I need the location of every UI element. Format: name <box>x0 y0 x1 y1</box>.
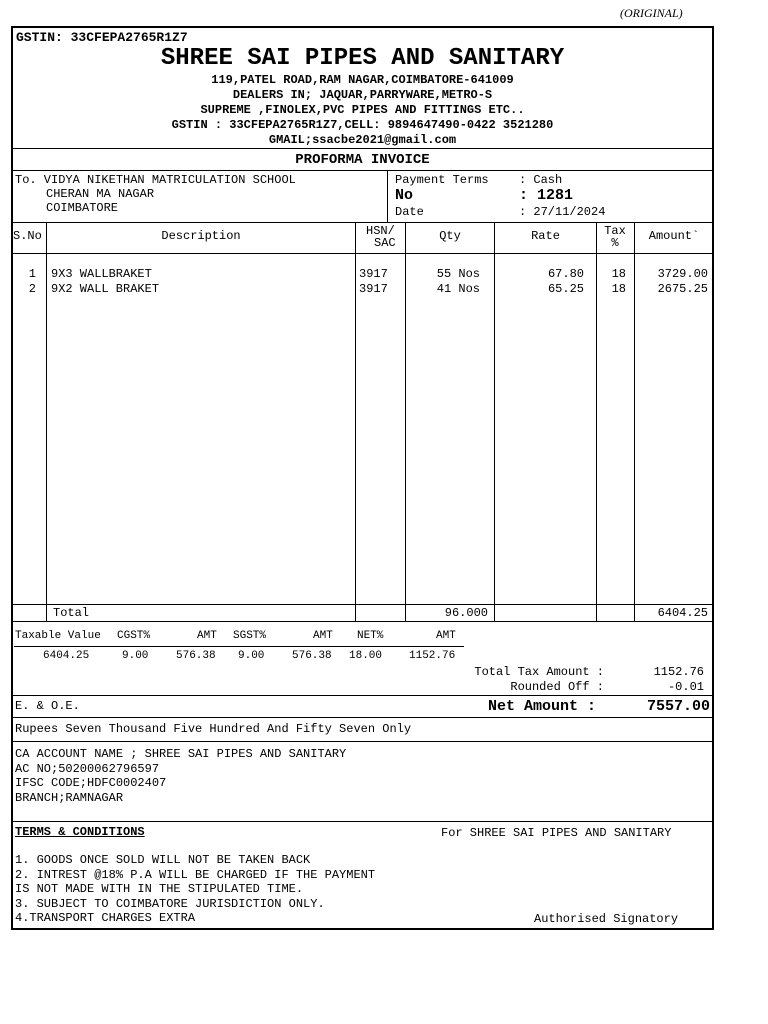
invoice-no-label: No <box>395 187 414 204</box>
row-rate: 65.25 <box>547 282 584 296</box>
col-header-sac: SAC <box>374 236 396 250</box>
row-amount: 3729.00 <box>657 267 708 281</box>
bank-account-name: CA ACCOUNT NAME ; SHREE SAI PIPES AND SANITARY <box>15 747 347 761</box>
tax-header-amt: AMT <box>436 630 456 642</box>
company-address: 119,PATEL ROAD,RAM NAGAR,COIMBATORE-641009 <box>211 73 514 87</box>
row-hsn: 3917 <box>359 282 388 296</box>
gmail-line: GMAIL;ssacbe2021@gmail.com <box>268 133 457 147</box>
column-rule <box>596 222 597 621</box>
dealers-line: DEALERS IN; JAQUAR,PARRYWARE,METRO-S <box>232 88 493 102</box>
tax-value-amt: 576.38 <box>292 650 332 662</box>
column-rule <box>46 222 47 621</box>
products-line: SUPREME ,FINOLEX,PVC PIPES AND FITTINGS ETC.. <box>200 103 525 117</box>
col-header-tax: Tax <box>604 224 626 238</box>
gstin-top: GSTIN: 33CFEPA2765R1Z7 <box>16 30 188 45</box>
col-header-description: Description <box>161 229 241 243</box>
row-tax: 18 <box>611 282 626 296</box>
row-sno: 1 <box>28 267 36 281</box>
authorised-signatory: Authorised Signatory <box>534 912 679 926</box>
net-amount-value: 7557.00 <box>646 698 710 715</box>
divider <box>11 604 714 605</box>
company-name: SHREE SAI PIPES AND SANITARY <box>160 45 565 72</box>
bank-account-no: AC NO;50200062796597 <box>15 762 160 776</box>
total-tax-value: 1152.76 <box>653 665 704 679</box>
row-description: 9X2 WALL BRAKET <box>51 282 160 296</box>
divider <box>387 170 388 222</box>
column-rule <box>405 222 406 621</box>
row-qty: 55 Nos <box>436 267 480 281</box>
col-header-qty: Qty <box>439 229 461 243</box>
column-rule <box>494 222 495 621</box>
for-company: For SHREE SAI PIPES AND SANITARY <box>441 826 672 840</box>
tax-header-taxable: Taxable Value <box>15 630 101 642</box>
terms-line: 3. SUBJECT TO COIMBATORE JURISDICTION ONLY. <box>15 897 325 911</box>
terms-line: 4.TRANSPORT CHARGES EXTRA <box>15 911 196 925</box>
tax-header-net: NET% <box>357 630 384 642</box>
amount-in-words: Rupees Seven Thousand Five Hundred And Fifty Seven Only <box>15 722 412 736</box>
terms-line: 1. GOODS ONCE SOLD WILL NOT BE TAKEN BACK <box>15 853 311 867</box>
divider <box>11 821 714 822</box>
tax-value-amt: 1152.76 <box>409 650 456 662</box>
divider <box>11 621 714 622</box>
copy-label: (ORIGINAL) <box>620 6 683 20</box>
buyer-name: To. VIDYA NIKETHAN MATRICULATION SCHOOL <box>15 173 296 187</box>
tax-header-cgst: CGST% <box>117 630 151 642</box>
column-rule <box>355 222 356 621</box>
divider <box>11 253 714 254</box>
invoice-no-value: : 1281 <box>519 187 574 204</box>
payment-terms-value: : Cash <box>519 173 563 187</box>
tax-header-sgst: SGST% <box>233 630 267 642</box>
rounded-off-label: Rounded Off : <box>510 680 604 694</box>
tax-value-amt: 576.38 <box>176 650 216 662</box>
col-header-hsn: HSN/ <box>366 224 395 238</box>
divider <box>11 222 714 223</box>
tax-value-sgst: 9.00 <box>238 650 265 662</box>
divider <box>11 695 714 696</box>
divider <box>14 646 464 647</box>
date-value: : 27/11/2024 <box>519 205 606 219</box>
bank-branch: BRANCH;RAMNAGAR <box>15 791 124 805</box>
date-label: Date <box>395 205 424 219</box>
bank-ifsc: IFSC CODE;HDFC0002407 <box>15 776 167 790</box>
tax-value-net: 18.00 <box>349 650 383 662</box>
total-label: Total <box>53 606 90 620</box>
col-header-tax-pct: % <box>611 236 619 250</box>
payment-terms-label: Payment Terms <box>395 173 489 187</box>
document-title: PROFORMA INVOICE <box>295 152 430 168</box>
column-rule <box>634 222 635 621</box>
row-amount: 2675.25 <box>657 282 708 296</box>
tax-value-taxable: 6404.25 <box>43 650 90 662</box>
col-header-sno: S.No <box>13 229 42 243</box>
rounded-off-value: -0.01 <box>667 680 704 694</box>
buyer-address-2: COIMBATORE <box>46 201 119 215</box>
total-tax-label: Total Tax Amount : <box>474 665 604 679</box>
terms-title: TERMS & CONDITIONS <box>15 825 145 839</box>
eoe-label: E. & O.E. <box>15 699 80 713</box>
tax-header-amt: AMT <box>313 630 333 642</box>
divider <box>11 741 714 742</box>
row-hsn: 3917 <box>359 267 388 281</box>
col-header-amount: Amount` <box>648 229 700 243</box>
total-qty: 96.000 <box>444 606 488 620</box>
row-sno: 2 <box>28 282 36 296</box>
buyer-address-1: CHERAN MA NAGAR <box>46 187 155 201</box>
row-rate: 67.80 <box>547 267 584 281</box>
divider <box>11 170 714 171</box>
row-tax: 18 <box>611 267 626 281</box>
row-qty: 41 Nos <box>436 282 480 296</box>
tax-header-amt: AMT <box>197 630 217 642</box>
terms-line: 2. INTREST @18% P.A WILL BE CHARGED IF THE PAYMENT <box>15 868 376 882</box>
terms-line: IS NOT MADE WITH IN THE STIPULATED TIME. <box>15 882 304 896</box>
divider <box>11 148 714 149</box>
row-description: 9X3 WALLBRAKET <box>51 267 152 281</box>
tax-value-cgst: 9.00 <box>122 650 149 662</box>
col-header-rate: Rate <box>531 229 560 243</box>
gstin-cell-line: GSTIN : 33CFEPA2765R1Z7,CELL: 9894647490-0422 3521280 <box>171 118 554 132</box>
net-amount-label: Net Amount : <box>488 698 597 715</box>
divider <box>11 717 714 718</box>
total-amount: 6404.25 <box>657 606 708 620</box>
